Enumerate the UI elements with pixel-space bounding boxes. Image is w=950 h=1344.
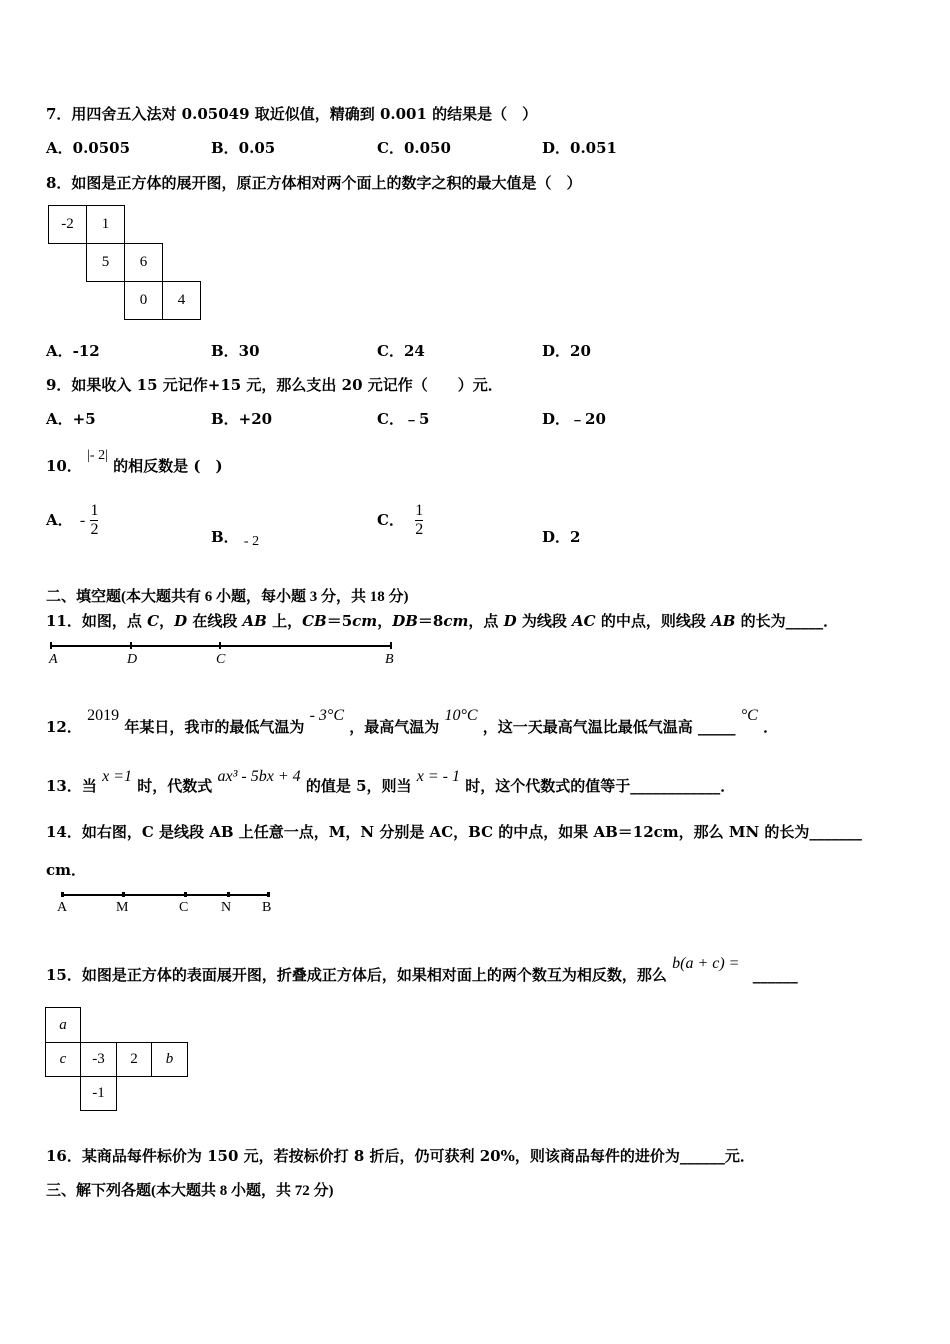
q12-number: 12． bbox=[46, 718, 82, 736]
q11-point-label: B bbox=[385, 652, 394, 667]
q13-expression: ax³ - 5bx + 4 bbox=[217, 768, 301, 785]
q14-point-label: N bbox=[221, 900, 232, 915]
fraction-denominator: 2 bbox=[415, 521, 424, 539]
q11-unit: cm bbox=[352, 612, 378, 630]
q8-cell: 5 bbox=[86, 243, 125, 282]
q13-text: 时，这个代数式的值等于____________． bbox=[465, 777, 736, 795]
q8-option-d: D．20 bbox=[542, 342, 591, 360]
q10-option-a bbox=[46, 502, 98, 540]
q10-option-c bbox=[377, 502, 423, 540]
q11-var: CB bbox=[302, 612, 327, 630]
q8-stem: 8．如图是正方体的展开图，原正方体相对两个面上的数字之积的最大值是（ ） bbox=[46, 174, 582, 192]
q11-var: AB bbox=[711, 612, 736, 630]
q10-option-c-fraction bbox=[415, 502, 423, 540]
q11-segment-line bbox=[50, 645, 392, 647]
q11-text: ， bbox=[159, 612, 175, 630]
q13-text: 的值是 5，则当 bbox=[305, 777, 412, 795]
q10-option-c-label: C． bbox=[377, 510, 404, 529]
q14-segment-line bbox=[62, 894, 269, 896]
q13-text: 13．当 bbox=[46, 777, 97, 795]
q10-option-b-value: - 2 bbox=[243, 534, 260, 549]
q12-text: ． bbox=[763, 718, 779, 736]
q15-cell: -1 bbox=[80, 1076, 117, 1111]
q12-high-temp: 10°C bbox=[444, 707, 478, 724]
q13-stem bbox=[46, 768, 736, 796]
q11-var: C bbox=[147, 612, 160, 630]
q14-point-label: M bbox=[116, 900, 129, 915]
q8-cell: 6 bbox=[124, 243, 163, 282]
q9-option-a: A．+5 bbox=[46, 410, 96, 428]
q11-point-label: A bbox=[49, 652, 58, 667]
q8-option-b: B．30 bbox=[211, 342, 260, 360]
q13-condition-2: x = - 1 bbox=[416, 768, 460, 785]
q13-text: 时，代数式 bbox=[137, 777, 213, 795]
section-2-heading: 二、填空题(本大题共有 6 小题，每小题 3 分，共 18 分) bbox=[46, 589, 409, 605]
q15-blank: ______ bbox=[752, 966, 798, 984]
q12-low-temp: - 3°C bbox=[309, 707, 344, 724]
q7-option-c: C．0.050 bbox=[377, 139, 451, 157]
q11-unit: cm bbox=[443, 612, 469, 630]
q11-text: ， bbox=[377, 612, 393, 630]
q11-var: DB bbox=[392, 612, 418, 630]
q10-tail: 的相反数是 ( ) bbox=[113, 457, 223, 475]
q7-option-a: A．0.0505 bbox=[46, 139, 131, 157]
q11-var: D bbox=[174, 612, 188, 630]
q14-stem-line-2: cm． bbox=[46, 861, 87, 879]
q14-point-label: A bbox=[57, 900, 68, 915]
q12-text: 年某日，我市的最低气温为 bbox=[124, 718, 305, 736]
q10-option-a-fraction bbox=[90, 502, 98, 540]
q10-option-b-label: B． bbox=[211, 528, 239, 546]
q11-text: 为线段 bbox=[516, 612, 573, 630]
q11-text: 11．如图，点 bbox=[46, 612, 148, 630]
q10-stem bbox=[46, 448, 223, 476]
q13-condition-1: x =1 bbox=[102, 768, 133, 785]
q10-option-a-label: A． bbox=[46, 510, 73, 529]
q11-text: ，点 bbox=[468, 612, 504, 630]
q12-text: ，这一天最高气温比最低气温高 _____ bbox=[482, 718, 736, 736]
q11-point-label: C bbox=[216, 652, 226, 667]
q7-option-b: B．0.05 bbox=[211, 139, 276, 157]
q15-text: 15．如图是正方体的表面展开图，折叠成正方体后，如果相对面上的两个数互为相反数，那么 bbox=[46, 966, 667, 984]
q11-text: 的中点，则线段 bbox=[595, 612, 712, 630]
q15-stem bbox=[46, 955, 798, 985]
q8-cell: 4 bbox=[162, 281, 201, 320]
q11-point-label: D bbox=[127, 652, 138, 667]
q8-cell: 0 bbox=[124, 281, 163, 320]
q8-cell: 1 bbox=[86, 205, 125, 244]
q11-var: AC bbox=[572, 612, 596, 630]
q10-option-a-sign: - bbox=[79, 511, 86, 529]
q15-cell: 2 bbox=[116, 1042, 152, 1077]
q14-point-label: B bbox=[262, 900, 272, 915]
q15-expression: b(a + c) = bbox=[672, 955, 740, 972]
fraction-numerator: 1 bbox=[90, 502, 99, 519]
q12-text: ，最高气温为 bbox=[349, 718, 440, 736]
q8-cell: -2 bbox=[48, 205, 87, 244]
q14-stem-line-1: 14．如右图，C 是线段 AB 上任意一点，M，N 分别是 AC，BC 的中点，如果 AB＝12cm，那么 MN 的长为_______ bbox=[46, 823, 862, 841]
fraction-denominator: 2 bbox=[90, 521, 99, 539]
q9-option-c: C．﹣5 bbox=[377, 410, 430, 428]
q9-stem: 9．如果收入 15 元记作+15 元，那么支出 20 元记作（ ）元． bbox=[46, 376, 503, 394]
q8-option-c: C．24 bbox=[377, 342, 425, 360]
q10-number: 10． bbox=[46, 457, 82, 475]
q11-text: ＝8 bbox=[417, 612, 444, 630]
q11-stem bbox=[46, 610, 838, 631]
q11-var: D bbox=[503, 612, 517, 630]
q9-option-b: B．+20 bbox=[211, 410, 273, 428]
q12-year: 2019 bbox=[87, 707, 120, 724]
q9-option-d: D．﹣20 bbox=[542, 410, 606, 428]
q11-text: 的长为_____． bbox=[735, 612, 839, 630]
q11-text: ＝5 bbox=[326, 612, 353, 630]
q10-option-d: D．2 bbox=[542, 528, 581, 546]
q12-unit: °C bbox=[740, 707, 758, 724]
q15-cell: a bbox=[45, 1007, 81, 1043]
q10-abs-expr: |- 2| bbox=[87, 448, 108, 463]
q8-option-a: A．-12 bbox=[46, 342, 100, 360]
q10-option-b bbox=[211, 526, 259, 547]
q11-text: 上， bbox=[266, 612, 303, 630]
q11-var: AB bbox=[242, 612, 267, 630]
fraction-numerator: 1 bbox=[415, 502, 424, 519]
q12-stem bbox=[46, 707, 779, 737]
q7-option-d: D．0.051 bbox=[542, 139, 617, 157]
q11-text: 在线段 bbox=[187, 612, 243, 630]
q15-cell: -3 bbox=[80, 1042, 117, 1077]
q15-cell: c bbox=[45, 1042, 81, 1077]
q7-stem: 7．用四舍五入法对 0.05049 取近似值，精确到 0.001 的结果是（ ） bbox=[46, 105, 538, 123]
q14-point-label: C bbox=[179, 900, 189, 915]
q16-stem: 16．某商品每件标价为 150 元，若按标价打 8 折后，仍可获利 20%，则该商品每件的进价为______元． bbox=[46, 1147, 755, 1165]
section-3-heading: 三、解下列各题(本大题共 8 小题，共 72 分) bbox=[46, 1183, 334, 1199]
q15-cell: b bbox=[151, 1042, 188, 1077]
